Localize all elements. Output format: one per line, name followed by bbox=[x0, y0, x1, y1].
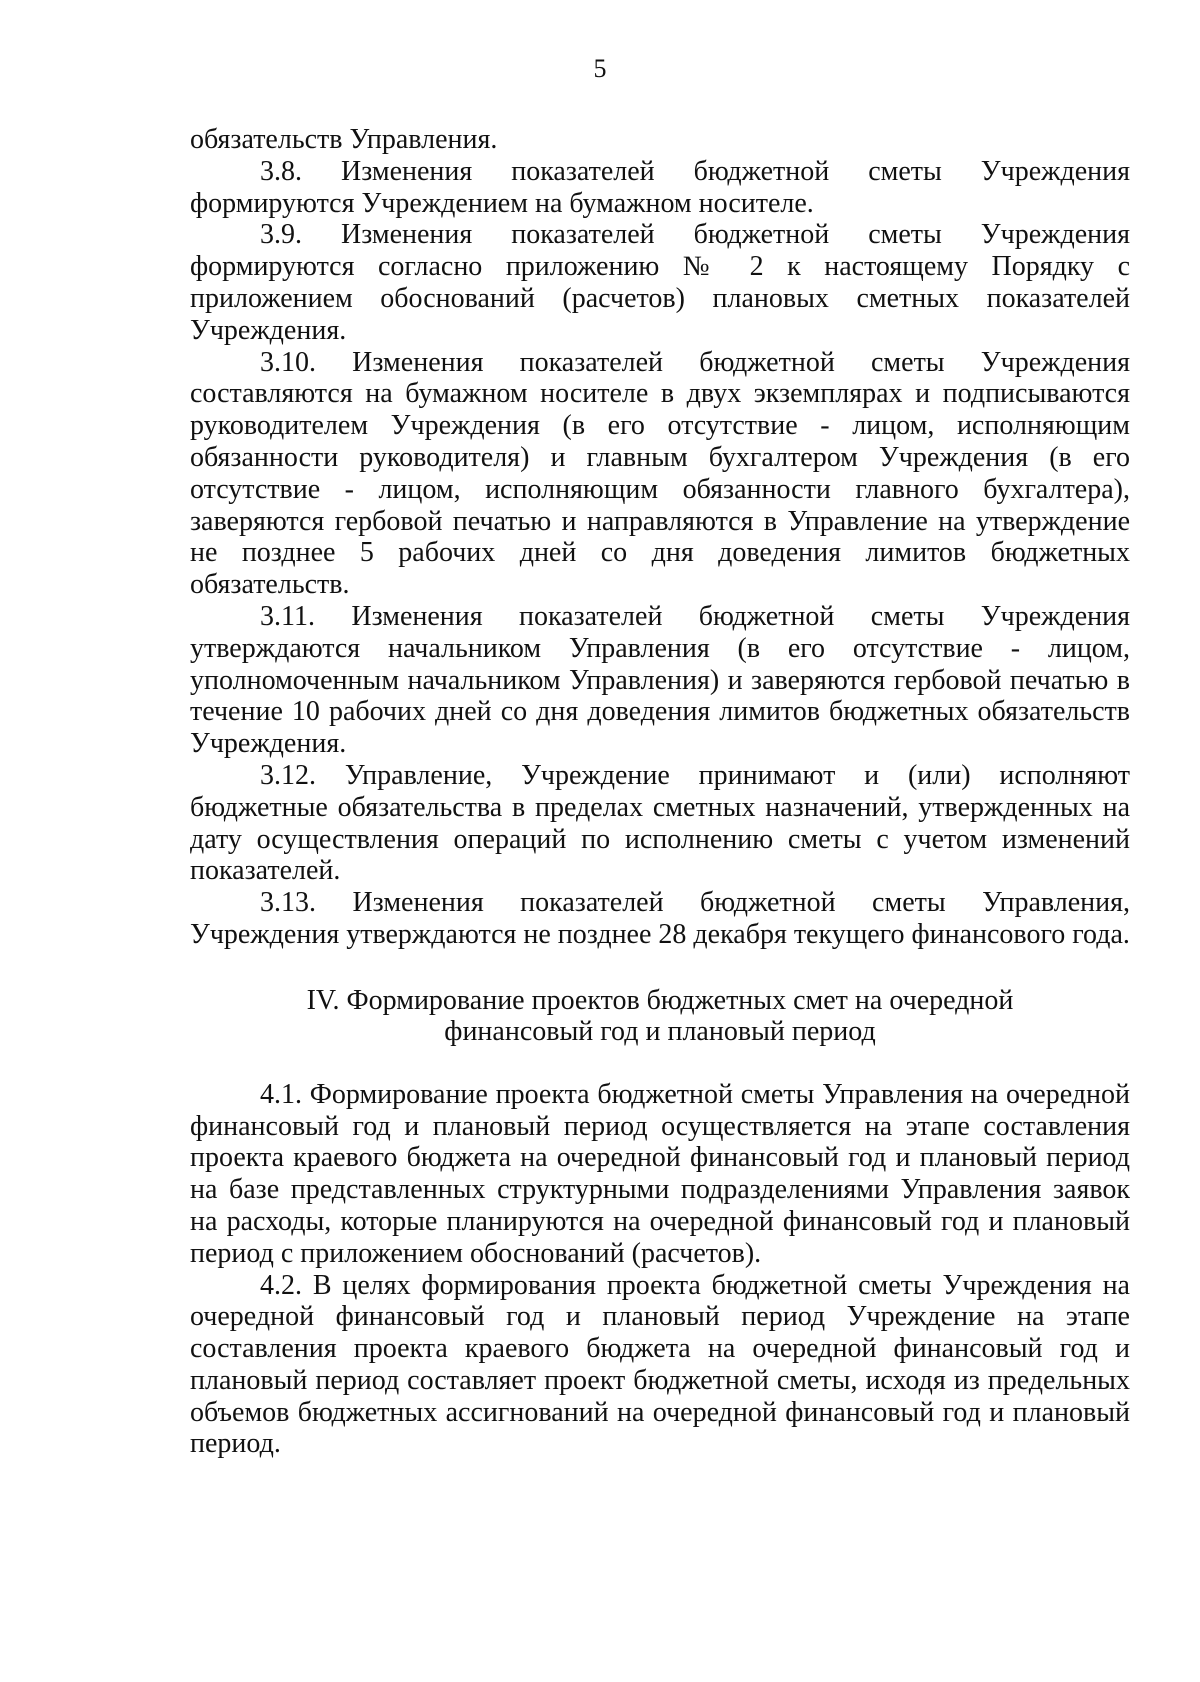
section-heading bbox=[190, 985, 1130, 1047]
section-heading-line-2: финансовый год и плановый период bbox=[444, 1015, 876, 1047]
paragraph-3-10: 3.10. Изменения показателей бюджетной сметы Учреждения составляются на бумажном носителе в двух экземплярах и подписываются руководителем Учреждения (в его отсутствие - лицом, исполняющим обязанности руководителя) и главным бухгалтером Учреждения (в его отсутствие - лицом, исполняющим обязанности главного бухгалтера), заверяются гербовой печатью и направляются в Управление на утверждение не позднее 5 рабочих дней со дня доведения лимитов бюджетных обязательств. bbox=[190, 346, 1130, 601]
section-heading-line-1: IV. Формирование проектов бюджетных смет на очередной bbox=[306, 984, 1014, 1016]
paragraph-3-8: 3.8. Изменения показателей бюджетной сметы Учреждения формируются Учреждением на бумажном носителе. bbox=[190, 155, 1130, 219]
paragraph-3-12: 3.12. Управление, Учреждение принимают и (или) исполняют бюджетные обязательства в пределах сметных назначений, утвержденных на дату осуществления операций по исполнению сметы с учетом изменений показателей. bbox=[190, 759, 1130, 887]
document-body bbox=[190, 124, 1130, 1460]
page-number: 5 bbox=[593, 54, 607, 83]
paragraph-3-11: 3.11. Изменения показателей бюджетной сметы Учреждения утверждаются начальником Управления (в его отсутствие - лицом, уполномоченным начальником Управления) и заверяются гербовой печатью в течение 10 рабочих дней со дня доведения лимитов бюджетных обязательств Учреждения. bbox=[190, 600, 1130, 760]
paragraph-3-9: 3.9. Изменения показателей бюджетной сметы Учреждения формируются согласно приложению № 2 к настоящему Порядку с приложением обоснований (расчетов) плановых сметных показателей Учреждения. bbox=[190, 219, 1130, 346]
paragraph-3-13: 3.13. Изменения показателей бюджетной сметы Управления, Учреждения утверждаются не позднее 28 декабря текущего финансового года. bbox=[190, 887, 1130, 950]
paragraph-4-1: 4.1. Формирование проекта бюджетной сметы Управления на очередной финансовый год и плановый период осуществляется на этапе составления проекта краевого бюджета на очередной финансовый год и плановый период на базе представленных структурными подразделениями Управления заявок на расходы, которые планируются на очередной финансовый год и плановый период с приложением обоснований (расчетов). bbox=[190, 1078, 1130, 1269]
paragraph-continuation: обязательств Управления. bbox=[190, 124, 498, 155]
paragraph-4-2: 4.2. В целях формирования проекта бюджетной сметы Учреждения на очередной финансовый год и плановый период Учреждение на этапе составления проекта краевого бюджета на очередной финансовый год и плановый период составляет проект бюджетной сметы, исходя из предельных объемов бюджетных ассигнований на очередной финансовый год и плановый период. bbox=[190, 1269, 1130, 1460]
